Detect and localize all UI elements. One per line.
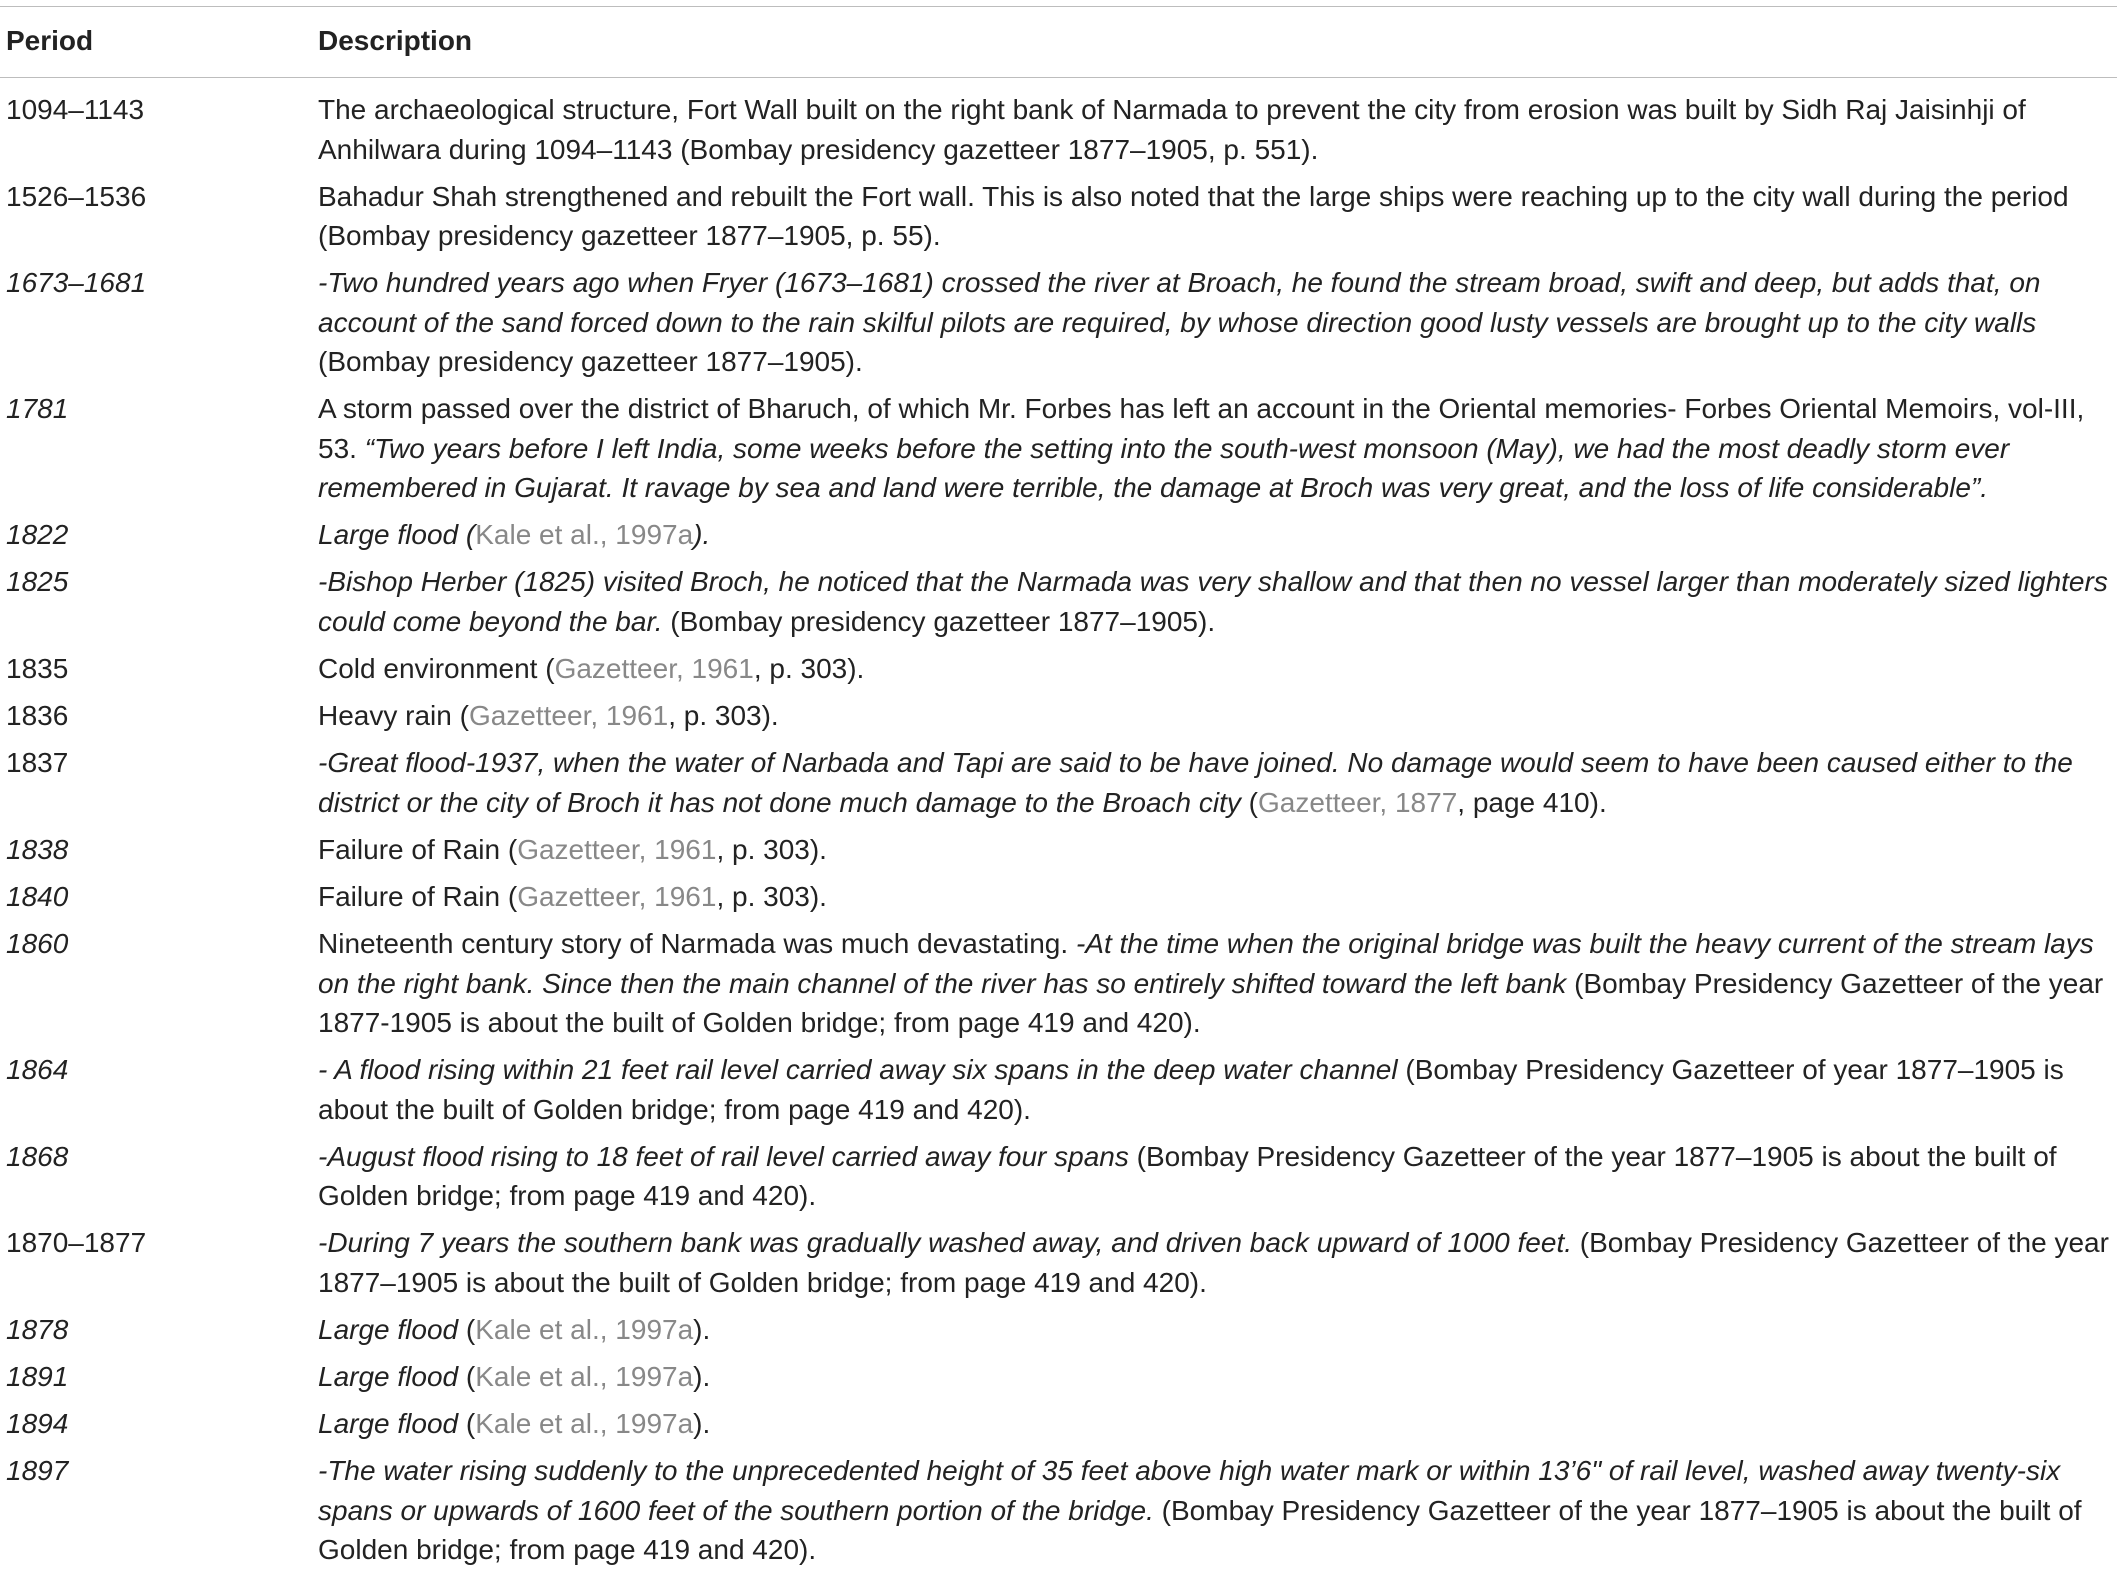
table-row bbox=[0, 877, 2117, 924]
description-cell bbox=[318, 1310, 2117, 1357]
period-cell: 1840 bbox=[6, 880, 69, 912]
period-cell: 1526–1536 bbox=[6, 180, 147, 212]
period-cell: 1836 bbox=[6, 700, 69, 732]
citation-reference: Gazetteer, 1877 bbox=[1258, 786, 1458, 818]
table-row bbox=[0, 1223, 2117, 1310]
description-italic-text: -During 7 years the southern bank was gradually washed away, and driven back upward of 1000 feet. bbox=[318, 1227, 1572, 1259]
table-row bbox=[0, 1137, 2117, 1224]
header-row bbox=[0, 7, 2117, 78]
description-text: The archaeological structure, Fort Wall built on the right bank of Narmada to prevent the city from erosion was built by Sidh Raj Jaisinhji of Anhilwara during 1094–1143 (Bombay presidency gazetteer 1877–1905, p. 551). bbox=[318, 94, 2026, 165]
period-cell: 1781 bbox=[6, 393, 69, 425]
description-cell bbox=[318, 389, 2117, 515]
description-text: ( bbox=[458, 1408, 476, 1440]
description-italic-text: - A flood rising within 21 feet rail level carried away six spans in the deep water channel bbox=[318, 1054, 1398, 1086]
period-cell: 1673–1681 bbox=[6, 267, 147, 299]
period-cell: 1835 bbox=[6, 653, 69, 685]
description-text: ). bbox=[693, 1361, 711, 1392]
description-italic-text: Large flood bbox=[318, 1313, 459, 1345]
description-cell bbox=[318, 177, 2117, 264]
description-italic-text: Large flood ( bbox=[318, 519, 476, 551]
description-text: (Bombay presidency gazetteer 1877–1905). bbox=[318, 346, 863, 378]
period-cell: 1897 bbox=[6, 1455, 69, 1487]
period-cell: 1878 bbox=[6, 1313, 69, 1345]
period-cell: 1837 bbox=[6, 747, 69, 779]
description-text: Heavy rain ( bbox=[318, 700, 469, 732]
period-cell: 1860 bbox=[6, 928, 69, 960]
description-cell bbox=[318, 696, 2117, 743]
table-row bbox=[0, 830, 2117, 877]
description-text: Failure of Rain ( bbox=[318, 880, 518, 912]
citation-reference: Kale et al., 1997a bbox=[475, 519, 694, 551]
history-table bbox=[0, 6, 2117, 1577]
description-cell bbox=[318, 562, 2117, 649]
description-italic-text: -Two hundred years ago when Fryer (1673–1681) crossed the river at Broach, he found the stream broad, swift and deep, but adds that, on account of the sand forced down to the rain skilful pilots are required, by whose direction good lusty vessels are brought up to the city walls bbox=[318, 267, 2041, 338]
description-italic-text: -Bishop Herber (1825) visited Broch, he noticed that the Narmada was very shallow and that then no vessel larger than moderately sized lighters could come beyond the bar. bbox=[318, 566, 2108, 637]
table-row bbox=[0, 1404, 2117, 1451]
description-text: , p. 303). bbox=[716, 880, 827, 912]
table-header bbox=[0, 7, 2117, 78]
table-row bbox=[0, 1310, 2117, 1357]
period-cell: 1894 bbox=[6, 1408, 69, 1440]
citation-reference: Gazetteer, 1961 bbox=[554, 653, 754, 685]
description-italic-text: -At the time when the original bridge was built the heavy current of the stream lays on the right bank. Since then the main channel of the river has so entirely shifted toward the left bank bbox=[318, 928, 2094, 999]
period-cell: 1822 bbox=[6, 519, 69, 551]
description-text: A storm passed over the district of Bharuch, of which Mr. Forbes has left an account in the Oriental memories- Forbes Oriental Memoirs, vol-III, 53. bbox=[318, 393, 2085, 464]
description-text: , p. 303). bbox=[753, 653, 865, 685]
description-text: Cold environment ( bbox=[318, 653, 555, 685]
history-table-container bbox=[0, 6, 2117, 1577]
description-text: (Bombay Presidency Gazetteer of the year 1877–1905 is about the built of Golden bridge; from page 419 and 420). bbox=[318, 1227, 2109, 1298]
period-cell: 1870–1877 bbox=[6, 1227, 147, 1259]
description-cell bbox=[318, 924, 2117, 1050]
table-body bbox=[0, 78, 2117, 1577]
period-cell: 1868 bbox=[6, 1140, 69, 1172]
description-text: (Bombay Presidency Gazetteer of the year 1877-1905 is about the built of Golden bridge; from page 419 and 420). bbox=[318, 967, 2104, 1039]
description-italic-text: -August flood rising to 18 feet of rail level carried away four spans bbox=[318, 1140, 1129, 1172]
table-row bbox=[0, 1451, 2117, 1577]
description-text: , p. 303). bbox=[716, 833, 827, 865]
period-cell: 1838 bbox=[6, 833, 69, 865]
description-cell bbox=[318, 649, 2117, 696]
table-row bbox=[0, 389, 2117, 515]
description-italic-text: “Two years before I left India, some weeks before the setting into the south-west monsoon (May), we had the most deadly storm ever remembered in Gujarat. It ravage by sea and land were terrible, the damage at Broch was very great, and the loss of life considerable”. bbox=[318, 432, 2010, 504]
description-cell bbox=[318, 515, 2117, 562]
description-cell bbox=[318, 743, 2117, 830]
description-text: ). bbox=[693, 1408, 711, 1440]
description-text: Bahadur Shah strengthened and rebuilt the Fort wall. This is also noted that the large ships were reaching up to the city wall during the period (Bombay presidency gazetteer 1877–1905, p. 55). bbox=[318, 180, 2069, 252]
table-row bbox=[0, 78, 2117, 177]
description-italic-text: ). bbox=[693, 519, 711, 551]
description-italic-text: Large flood bbox=[318, 1408, 459, 1440]
description-italic-text: -Great flood-1937, when the water of Narbada and Tapi are said to be have joined. No damage would seem to have been caused either to the district or the city of Broch it has not done much damage to the Broach city bbox=[318, 747, 2073, 818]
description-text: (Bombay presidency gazetteer 1877–1905). bbox=[662, 605, 1216, 637]
description-cell bbox=[318, 1357, 2117, 1404]
description-cell bbox=[318, 1451, 2117, 1577]
description-text: ( bbox=[458, 1313, 476, 1345]
citation-reference: Kale et al., 1997a bbox=[475, 1361, 694, 1392]
description-text: (Bombay Presidency Gazetteer of the year 1877–1905 is about the built of Golden bridge; from page 419 and 420). bbox=[318, 1140, 2057, 1212]
description-text: (Bombay Presidency Gazetteer of year 1877–1905 is about the built of Golden bridge; from page 419 and 420). bbox=[318, 1054, 2064, 1125]
citation-reference: Kale et al., 1997a bbox=[475, 1408, 694, 1440]
citation-reference: Kale et al., 1997a bbox=[475, 1313, 694, 1345]
description-text: , p. 303). bbox=[668, 700, 779, 732]
period-cell: 1825 bbox=[6, 566, 69, 598]
table-row bbox=[0, 696, 2117, 743]
table-row bbox=[0, 743, 2117, 830]
table-row bbox=[0, 649, 2117, 696]
citation-reference: Gazetteer, 1961 bbox=[468, 700, 669, 732]
description-italic-text: Large flood bbox=[318, 1361, 459, 1392]
period-cell: 1864 bbox=[6, 1054, 69, 1086]
table-row bbox=[0, 177, 2117, 264]
description-text: ( bbox=[458, 1361, 476, 1392]
description-cell bbox=[318, 877, 2117, 924]
description-text: ( bbox=[1240, 786, 1259, 818]
citation-reference: Gazetteer, 1961 bbox=[517, 880, 717, 912]
description-cell bbox=[318, 1223, 2117, 1310]
description-cell bbox=[318, 263, 2117, 389]
description-cell bbox=[318, 1050, 2117, 1137]
description-cell bbox=[318, 830, 2117, 877]
table-row bbox=[0, 1050, 2117, 1137]
table-row bbox=[0, 924, 2117, 1050]
table-row bbox=[0, 263, 2117, 389]
description-text: Failure of Rain ( bbox=[318, 833, 518, 865]
table-row bbox=[0, 562, 2117, 649]
description-text: , page 410). bbox=[1457, 786, 1607, 818]
header-period: Period bbox=[0, 7, 318, 78]
period-cell: 1094–1143 bbox=[6, 94, 145, 125]
description-italic-text: -The water rising suddenly to the unprecedented height of 35 feet above high water mark or within 13’6" of rail level, washed away twenty-six spans or upwards of 1600 feet of the southern portion of the bridge. bbox=[318, 1455, 2061, 1526]
description-cell bbox=[318, 1404, 2117, 1451]
table-row bbox=[0, 1357, 2117, 1404]
citation-reference: Gazetteer, 1961 bbox=[517, 833, 717, 865]
period-cell: 1891 bbox=[6, 1361, 69, 1392]
header-description: Description bbox=[318, 7, 2117, 78]
description-text: Nineteenth century story of Narmada was much devastating. bbox=[318, 928, 1076, 960]
description-cell bbox=[318, 1137, 2117, 1224]
description-text: ). bbox=[693, 1313, 711, 1345]
description-text: (Bombay Presidency Gazetteer of the year 1877–1905 is about the built of Golden bridge; from page 419 and 420). bbox=[318, 1494, 2082, 1566]
description-cell bbox=[318, 78, 2117, 177]
table-row bbox=[0, 515, 2117, 562]
